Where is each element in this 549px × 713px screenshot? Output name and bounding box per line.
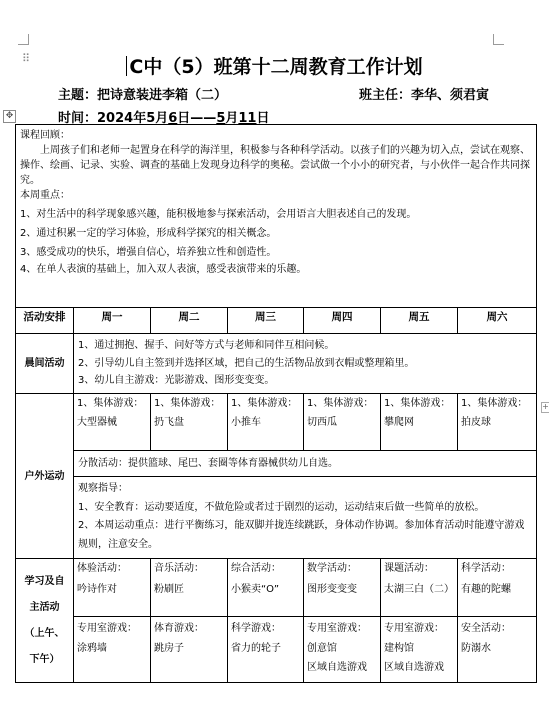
text-cursor xyxy=(126,56,127,76)
outdoor-games-row xyxy=(16,394,537,451)
study-cell[interactable]: 数学活动： 图形变变变 xyxy=(304,559,381,617)
morning-line: 3、幼儿自主游戏：光影游戏、图形变变变。 xyxy=(78,375,275,386)
review-heading: 课程回顾： xyxy=(20,130,70,141)
study-cell[interactable]: 科学游戏： 省力的轮子 xyxy=(228,617,304,683)
day-header: 周二 xyxy=(151,308,228,334)
study-cell[interactable]: 专用室游戏： 涂鸦墙 xyxy=(74,617,151,683)
table-move-icon[interactable]: ✥ xyxy=(3,110,16,123)
end-month: 5 xyxy=(216,111,226,126)
game-cell[interactable]: 1、集体游戏： 拍皮球 xyxy=(458,394,537,451)
study-row-1 xyxy=(16,559,537,617)
focus-point: 3、感受成功的快乐，增强自信心，培养独立性和创造性。 xyxy=(20,247,277,258)
game-cell[interactable]: 1、集体游戏： 扔飞盘 xyxy=(151,394,228,451)
focus-heading: 本周重点： xyxy=(20,190,70,201)
game-cell[interactable]: 1、集体游戏： 小推车 xyxy=(228,394,304,451)
theme-line: 主题：把诗意装进李箱（二） xyxy=(58,88,228,103)
morning-line: 1、通过拥抱、握手、问好等方式与老师和同伴互相问候。 xyxy=(78,340,335,351)
review-cell[interactable] xyxy=(16,125,537,308)
review-body: 上周孩子们和老师一起置身在科学的海洋里，积极参与各种科学活动。以孩子们的兴趣为切入点，尝试在观察、操作、绘画、记录、实验、调查的基础上发现身边科学的奥秘。尝试做一个小小的研究者，与小伙伴一起合作共同探究。 xyxy=(20,145,530,186)
study-cell[interactable]: 科学活动： 有趣的陀螺 xyxy=(458,559,537,617)
observation-row xyxy=(16,477,537,559)
end-day: 11 xyxy=(238,111,257,126)
study-cell[interactable]: 安全活动： 防溺水 xyxy=(458,617,537,683)
day-header-row xyxy=(16,308,537,334)
scatter-row xyxy=(16,451,537,477)
teacher-value: 李华、须君寅 xyxy=(411,88,490,103)
study-cell[interactable]: 体育游戏： 跳房子 xyxy=(151,617,228,683)
day-header: 周四 xyxy=(304,308,381,334)
game-cell[interactable]: 1、集体游戏： 攀爬网 xyxy=(381,394,458,451)
study-row-2 xyxy=(16,617,537,683)
game-cell[interactable]: 1、集体游戏： 切西瓜 xyxy=(304,394,381,451)
page-title: C中（5）班第十二周教育工作计划 xyxy=(0,52,549,79)
study-cell[interactable]: 课题活动： 太湖三白（二） xyxy=(381,559,458,617)
theme-value: 把诗意装进李箱（二） xyxy=(97,88,228,103)
study-cell[interactable]: 专用室游戏： 创意馆 区域自选游戏 xyxy=(304,617,381,683)
focus-point: 4、在单人表演的基础上，加入双人表演，感受表演带来的乐趣。 xyxy=(20,264,307,275)
day-header: 周五 xyxy=(381,308,458,334)
day-header: 周一 xyxy=(74,308,151,334)
page-corner-mark-left xyxy=(18,34,29,45)
header-label: 活动安排 xyxy=(16,308,74,334)
add-column-icon[interactable]: + xyxy=(542,402,549,411)
morning-line: 2、引导幼儿自主签到并选择区域，把自己的生活物品放到衣帽或整理箱里。 xyxy=(78,357,415,369)
study-cell[interactable]: 体验活动： 吟诗作对 xyxy=(74,559,151,617)
focus-point: 1、对生活中的科学现象感兴趣，能积极地参与探索活动，会用语言大胆表述自己的发现。 xyxy=(20,209,417,220)
teacher-line: 班主任：李华、须君寅 xyxy=(359,88,490,103)
study-cell[interactable]: 音乐活动： 粉刷匠 xyxy=(151,559,228,617)
scatter-cell[interactable]: 分散活动：提供篮球、尾巴、套圈等体育器械供幼儿自选。 xyxy=(74,451,537,477)
game-cell[interactable]: 1、集体游戏： 大型器械 xyxy=(74,394,151,451)
day-header: 周六 xyxy=(458,308,537,334)
observation-cell[interactable]: 观察指导： 1、安全教育：运动要适度，不做危险或者过于剧烈的运动，运动结束后做一些简单的放松。 2、本周运动重点：进行平衡练习，能双脚并拢连续跳跃，身体动作协调。参加体育活动时能遵守游戏规则，注意安全。 xyxy=(74,477,537,559)
study-cell[interactable]: 专用室游戏： 建构馆 区域自选游戏 xyxy=(381,617,458,683)
review-row xyxy=(16,125,537,308)
study-cell[interactable]: 综合活动： 小猴卖“O” xyxy=(228,559,304,617)
day-header: 周三 xyxy=(228,308,304,334)
weekly-plan-table xyxy=(15,124,537,683)
date-line: 时间：2024年5月6日——5月11日 xyxy=(58,111,270,126)
outdoor-label: 户外运动 xyxy=(16,394,74,559)
morning-row xyxy=(16,334,537,394)
morning-cell[interactable] xyxy=(74,334,537,394)
morning-label: 晨间活动 xyxy=(16,334,74,394)
study-label: 学习及自 主活动 （上午、 下午） xyxy=(16,559,74,683)
start-day: 6 xyxy=(168,111,178,126)
focus-point: 2、通过积累一定的学习体验，形成科学探究的相关概念。 xyxy=(20,228,277,239)
page-corner-mark-right xyxy=(493,34,504,45)
drag-handle-icon[interactable]: ⠿ xyxy=(22,52,32,65)
